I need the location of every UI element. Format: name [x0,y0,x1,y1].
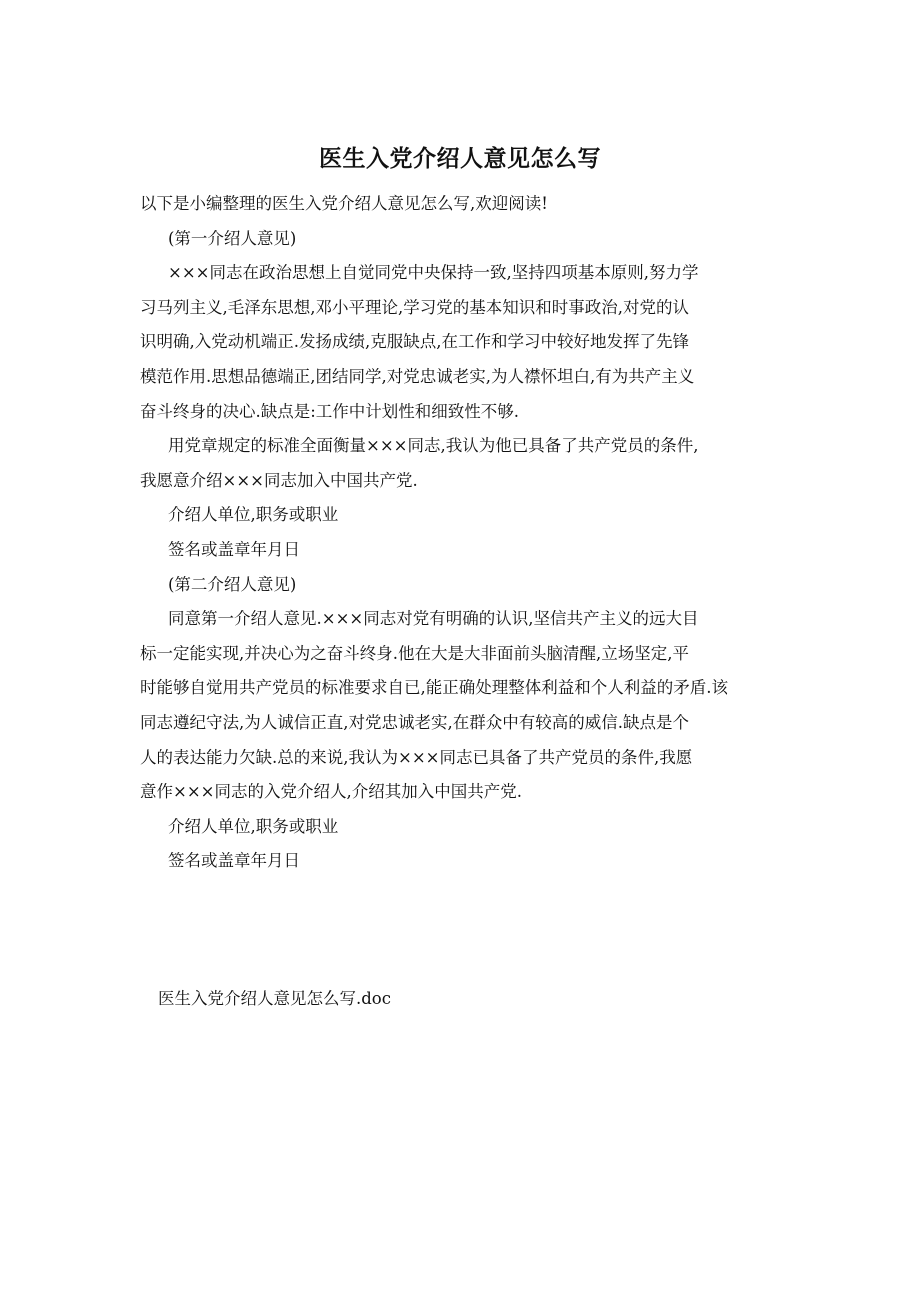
section-heading-second: (第二介绍人意见) [168,574,297,594]
signature-unit-line: 介绍人单位,职务或职业 [168,816,339,836]
intro-line: 以下是小编整理的医生入党介绍人意见怎么写,欢迎阅读! [140,194,548,213]
paragraph-line: 奋斗终身的决心.缺点是:工作中计划性和细致性不够. [140,401,520,421]
paragraph-line: 用党章规定的标准全面衡量×××同志,我认为他已具备了共产党员的条件, [168,436,699,456]
paragraph-line: 时能够自觉用共产党员的标准要求自已,能正确处理整体利益和个人利益的矛盾.该 [140,678,728,698]
signature-date-line: 签名或盖章年月日 [168,539,300,559]
page-title: 医生入党介绍人意见怎么写 [319,145,601,172]
document-filename: 医生入党介绍人意见怎么写.doc [158,989,391,1008]
paragraph-line: 同意第一介绍人意见.×××同志对党有明确的认识,坚信共产主义的远大目 [168,609,699,629]
paragraph-line: 我愿意介绍×××同志加入中国共产党. [140,470,418,490]
paragraph-line: 标一定能实现,并决心为之奋斗终身.他在大是大非面前头脑清醒,立场坚定,平 [140,643,689,663]
document-body [140,187,820,879]
paragraph-line: ×××同志在政治思想上自觉同党中央保持一致,坚持四项基本原则,努力学 [168,263,699,283]
paragraph-line: 识明确,入党动机端正.发扬成绩,克服缺点,在工作和学习中较好地发挥了先锋 [140,332,689,352]
signature-date-line: 签名或盖章年月日 [168,851,300,871]
paragraph-line: 习马列主义,毛泽东思想,邓小平理论,学习党的基本知识和时事政治,对党的认 [140,297,689,317]
section-heading-first: (第一介绍人意见) [168,228,297,248]
paragraph-line: 意作×××同志的入党介绍人,介绍其加入中国共产党. [140,782,522,802]
paragraph-line: 同志遵纪守法,为人诚信正直,对党忠诚老实,在群众中有较高的威信.缺点是个 [140,712,689,732]
paragraph-line: 模范作用.思想品德端正,团结同学,对党忠诚老实,为人襟怀坦白,有为共产主义 [140,366,695,386]
paragraph-line: 人的表达能力欠缺.总的来说,我认为×××同志已具备了共产党员的条件,我愿 [140,747,693,767]
signature-unit-line: 介绍人单位,职务或职业 [168,505,339,525]
